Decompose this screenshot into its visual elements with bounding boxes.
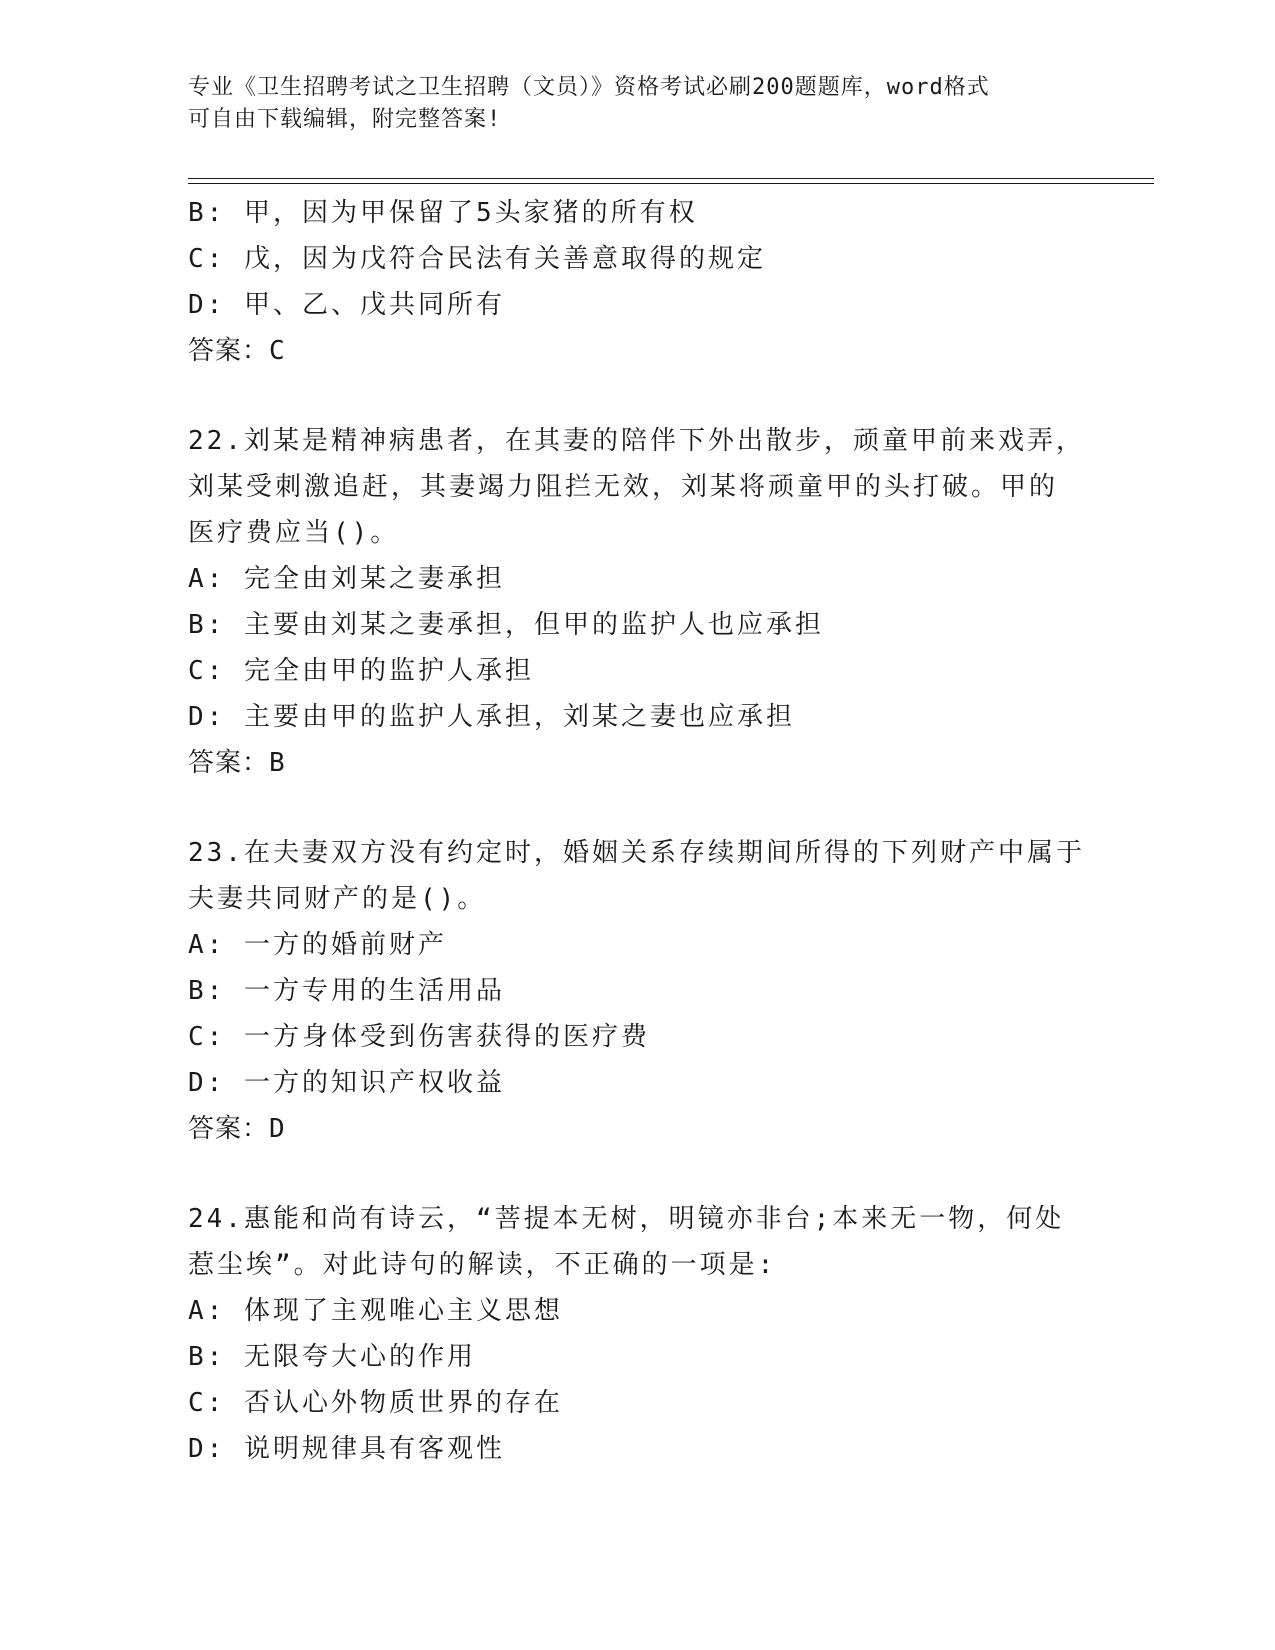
header-divider-bottom xyxy=(188,183,1154,184)
option-a: A: 体现了主观唯心主义思想 xyxy=(188,1296,563,1326)
option-b: B: 主要由刘某之妻承担，但甲的监护人也应承担 xyxy=(188,610,824,640)
header-divider-top xyxy=(188,178,1154,179)
option-c: C: 否认心外物质世界的存在 xyxy=(188,1388,563,1418)
option-d: D: 甲、乙、戊共同所有 xyxy=(188,290,505,320)
question-22 xyxy=(188,418,1088,786)
option-c: C: 完全由甲的监护人承担 xyxy=(188,656,534,686)
question-24 xyxy=(188,1196,1088,1472)
option-c: C: 一方身体受到伤害获得的医疗费 xyxy=(188,1022,650,1052)
option-d: D: 一方的知识产权收益 xyxy=(188,1068,505,1098)
option-a: A: 完全由刘某之妻承担 xyxy=(188,564,505,594)
question-list xyxy=(188,190,1088,1472)
question-stem-line: 22.刘某是精神病患者，在其妻的陪伴下外出散步，顽童甲前来戏弄， xyxy=(188,426,1085,456)
question-stem-line: 刘某受刺激追赶，其妻竭力阻拦无效，刘某将顽童甲的头打破。甲的 xyxy=(188,472,1059,502)
question-stem-line: 24.惠能和尚有诗云，“菩提本无树，明镜亦非台;本来无一物，何处 xyxy=(188,1204,1065,1234)
option-d: D: 说明规律具有客观性 xyxy=(188,1434,505,1464)
answer-line: 答案：B xyxy=(188,748,286,778)
option-a: A: 一方的婚前财产 xyxy=(188,930,447,960)
option-b: B: 甲，因为甲保留了5头家猪的所有权 xyxy=(188,198,698,228)
question-stem-line: 惹尘埃”。对此诗句的解读，不正确的一项是: xyxy=(188,1250,777,1280)
header-title-line-1: 专业《卫生招聘考试之卫生招聘（文员）》资格考试必刷200题题库，word格式 xyxy=(188,75,990,100)
question-23 xyxy=(188,830,1088,1152)
option-b: B: 无限夸大心的作用 xyxy=(188,1342,476,1372)
answer-line: 答案：D xyxy=(188,1114,286,1144)
option-b: B: 一方专用的生活用品 xyxy=(188,976,505,1006)
option-d: D: 主要由甲的监护人承担，刘某之妻也应承担 xyxy=(188,702,795,732)
previous-question-tail xyxy=(188,190,1088,374)
answer-line: 答案：C xyxy=(188,336,286,366)
option-c: C: 戊，因为戊符合民法有关善意取得的规定 xyxy=(188,244,766,274)
question-stem-line: 医疗费应当()。 xyxy=(188,518,400,548)
document-header xyxy=(188,72,1088,136)
header-title-line-2: 可自由下载编辑，附完整答案! xyxy=(188,107,502,132)
question-stem-line: 23.在夫妻双方没有约定时，婚姻关系存续期间所得的下列财产中属于 xyxy=(188,838,1085,868)
question-stem-line: 夫妻共同财产的是()。 xyxy=(188,884,487,914)
